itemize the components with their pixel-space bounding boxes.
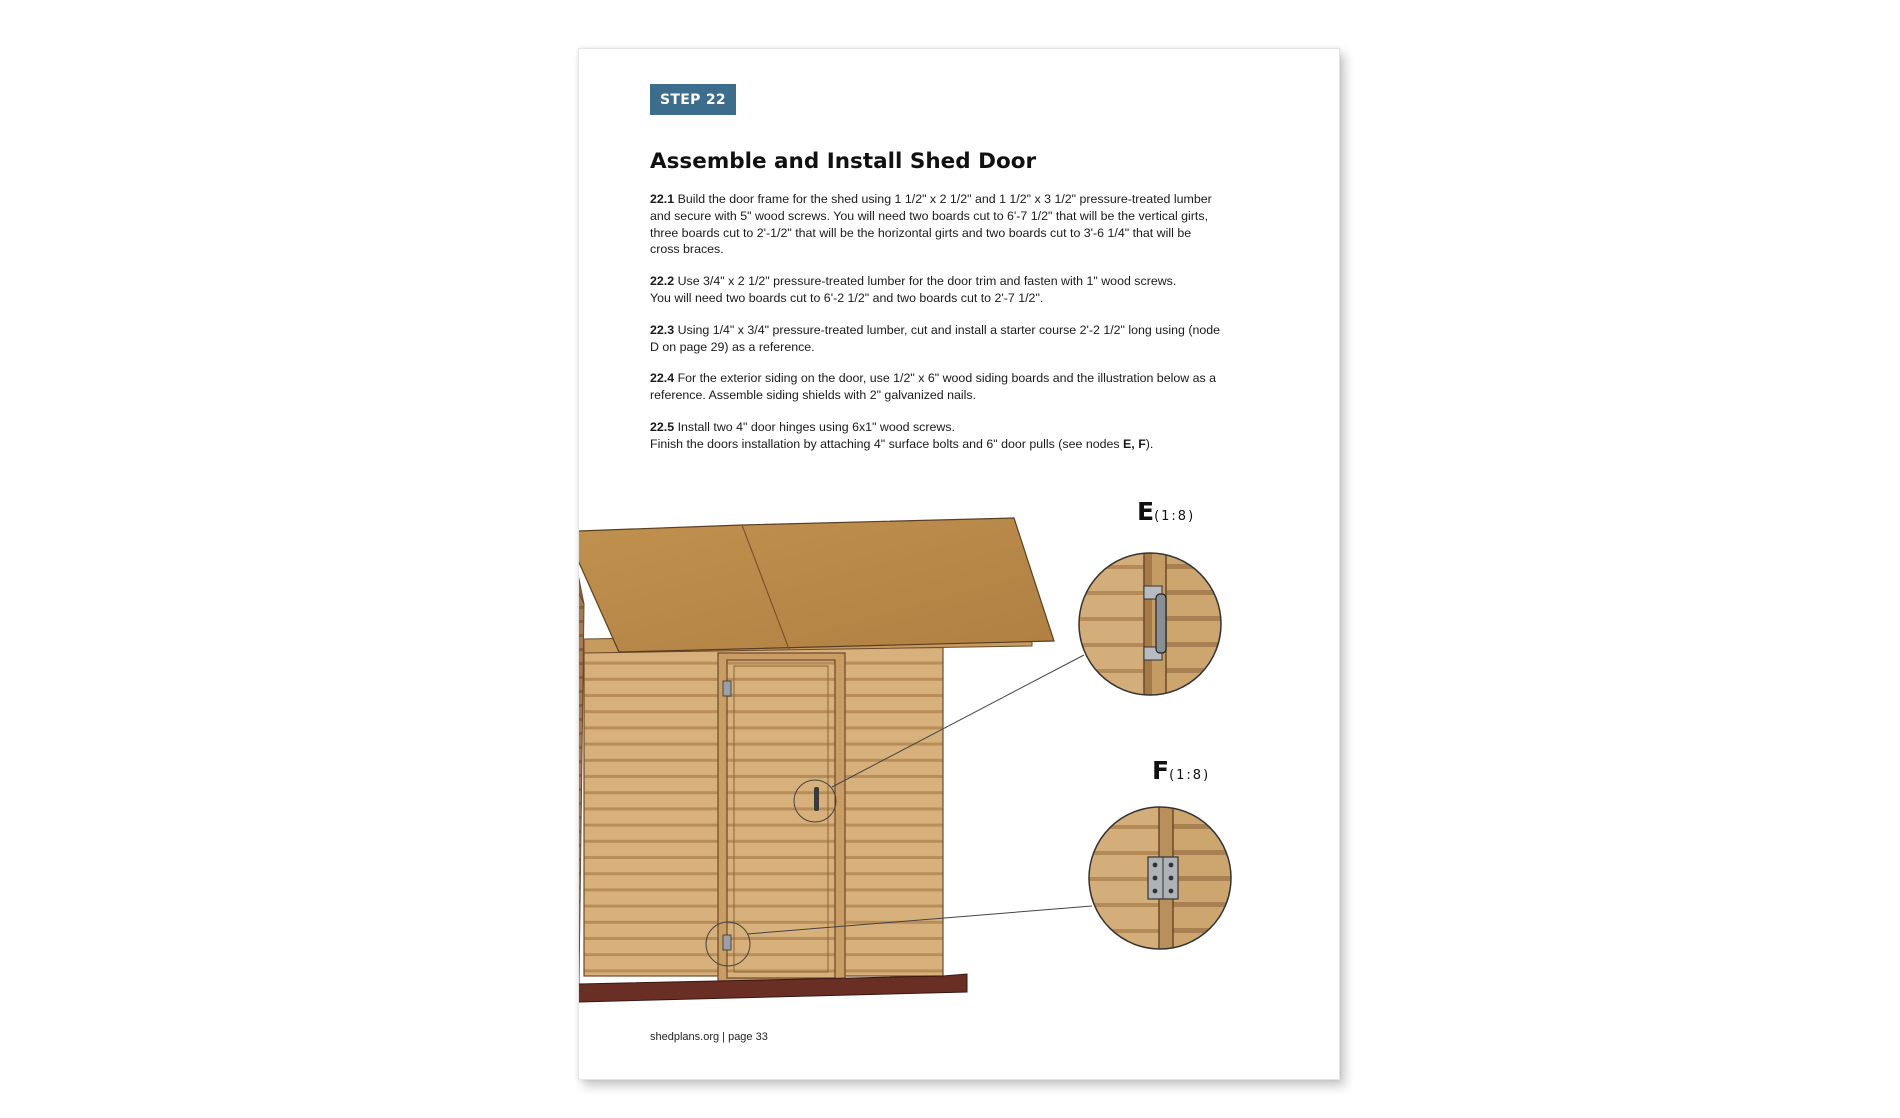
document-page [578, 48, 1340, 1080]
text-line: For the exterior siding on the door, use 1/2" x 6" wood siding boards and the illustration below as a [674, 371, 1217, 386]
text-line: cross braces. [650, 242, 724, 257]
text-line: three boards cut to 2'-1/2" that will be the horizontal girts and two boards cut to 3'-6 1/4" that will be [650, 225, 1192, 240]
node-reference: E, F [1123, 436, 1146, 451]
callout-letter: E [1137, 497, 1155, 526]
text-line: reference. Assemble siding shields with 2" galvanized nails. [650, 388, 977, 403]
page-footer: shedplans.org | page 33 [650, 1031, 768, 1043]
door-hinge-detail-icon [1148, 857, 1178, 899]
hinge-top [723, 681, 731, 696]
step-badge: STEP 22 [650, 84, 736, 115]
step-number: 22.4 [650, 371, 675, 386]
step-number: 22.1 [650, 192, 675, 206]
text-line: Use 3/4" x 2 1/2" pressure-treated lumber for the door trim and fasten with 1" wood screws. [674, 274, 1177, 289]
text-line: ). [1145, 436, 1154, 451]
text-line: Install two 4" door hinges using 6x1" wood screws. [674, 419, 955, 434]
text-line: You will need two boards cut to 6'-2 1/2" and two boards cut to 2'-7 1/2". [650, 290, 1044, 305]
hinge-bottom [723, 935, 731, 950]
step-number: 22.5 [650, 419, 675, 434]
detail-e-circle [1074, 549, 1236, 709]
shed-side-wall [579, 556, 584, 984]
door-pull [814, 787, 819, 811]
text-line: and secure with 5" wood screws. You will need two boards cut to 6'-7 1/2" that will be the vertical girts, [650, 208, 1209, 223]
detail-f-circle [1084, 804, 1235, 964]
callout-scale: (1:8) [1154, 509, 1196, 524]
shed-roof [579, 518, 1054, 652]
callout-letter: F [1152, 756, 1170, 785]
shed-door-illustration [579, 49, 1339, 1079]
step-number: 22.2 [650, 274, 675, 289]
door-panel [727, 660, 835, 978]
shed-drawing [579, 518, 1054, 1002]
text-line: Using 1/4" x 3/4" pressure-treated lumber, cut and install a starter course 2'-2 1/2" long using (node [674, 322, 1221, 337]
callout-f-label [1152, 756, 1210, 785]
callout-e-label [1137, 497, 1195, 526]
page-title: Assemble and Install Shed Door [650, 149, 1037, 174]
text-line: Finish the doors installation by attaching 4" surface bolts and 6" door pulls (see nodes [650, 436, 1124, 451]
callout-scale: (1:8) [1169, 768, 1211, 783]
step-number: 22.3 [650, 322, 675, 337]
text-line: Build the door frame for the shed using 1 1/2" x 2 1/2" and 1 1/2" x 3 1/2" pressure-treated lumber [674, 192, 1212, 206]
text-line: D on page 29) as a reference. [650, 339, 815, 354]
